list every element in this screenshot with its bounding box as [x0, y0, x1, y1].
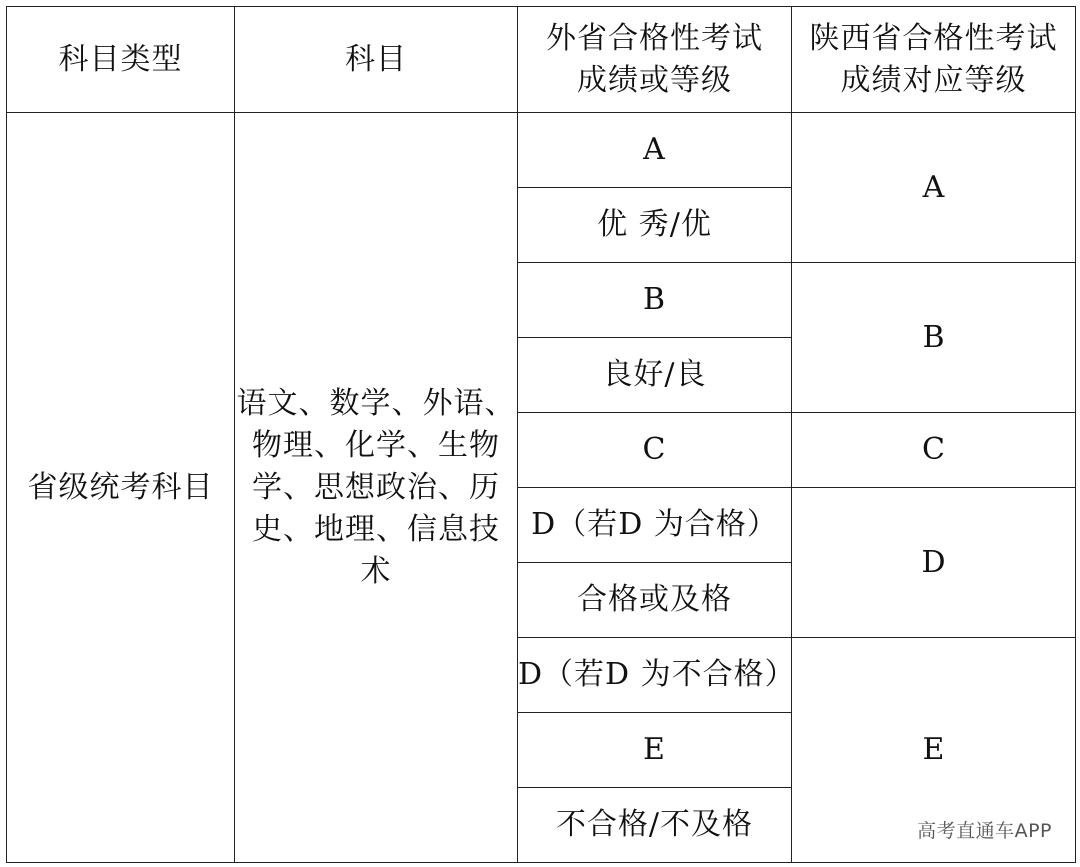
other-grade-cell: C [518, 413, 792, 488]
other-grade-cell: 良好/良 [518, 338, 792, 413]
other-grade-cell: 优 秀/优 [518, 188, 792, 263]
other-grade-cell: D（若D 为不合格） [518, 638, 792, 713]
shaanxi-grade-cell: D [792, 488, 1076, 638]
subject-line: 物理、化学、生物 [252, 427, 500, 463]
other-grade-cell: D（若D 为合格） [518, 488, 792, 563]
shaanxi-grade-cell: C [792, 413, 1076, 488]
subject-line: 术 [360, 553, 392, 589]
other-grade-cell: A [518, 113, 792, 188]
header-row [7, 7, 1076, 113]
header-other-province-grade [518, 7, 792, 113]
header-shaanxi-line2: 成绩对应等级 [840, 62, 1027, 98]
header-other-province-line1: 外省合格性考试 [546, 20, 763, 56]
other-grade-cell: E [518, 713, 792, 788]
shaanxi-grade-cell: E [792, 638, 1076, 863]
watermark-text: 高考直通车APP [917, 820, 1052, 842]
subject-line: 史、地理、信息技 [252, 511, 500, 547]
header-subject-type: 科目类型 [7, 7, 235, 113]
subject-line: 语文、数学、外语、 [236, 385, 516, 421]
header-subject: 科目 [235, 7, 518, 113]
shaanxi-grade-cell: A [792, 113, 1076, 263]
shaanxi-grade-cell: B [792, 263, 1076, 413]
header-shaanxi-line1: 陕西省合格性考试 [809, 20, 1058, 56]
other-grade-cell: B [518, 263, 792, 338]
header-shaanxi-grade [792, 7, 1076, 113]
other-grade-cell: 合格或及格 [518, 563, 792, 638]
header-other-province-line2: 成绩或等级 [577, 62, 732, 98]
subject-line: 学、思想政治、历 [252, 469, 500, 505]
table-row [7, 113, 1076, 188]
grade-conversion-table [6, 6, 1076, 863]
subject-list-cell [235, 113, 518, 863]
other-grade-cell: 不合格/不及格 [518, 788, 792, 863]
subject-type-cell: 省级统考科目 [7, 113, 235, 863]
